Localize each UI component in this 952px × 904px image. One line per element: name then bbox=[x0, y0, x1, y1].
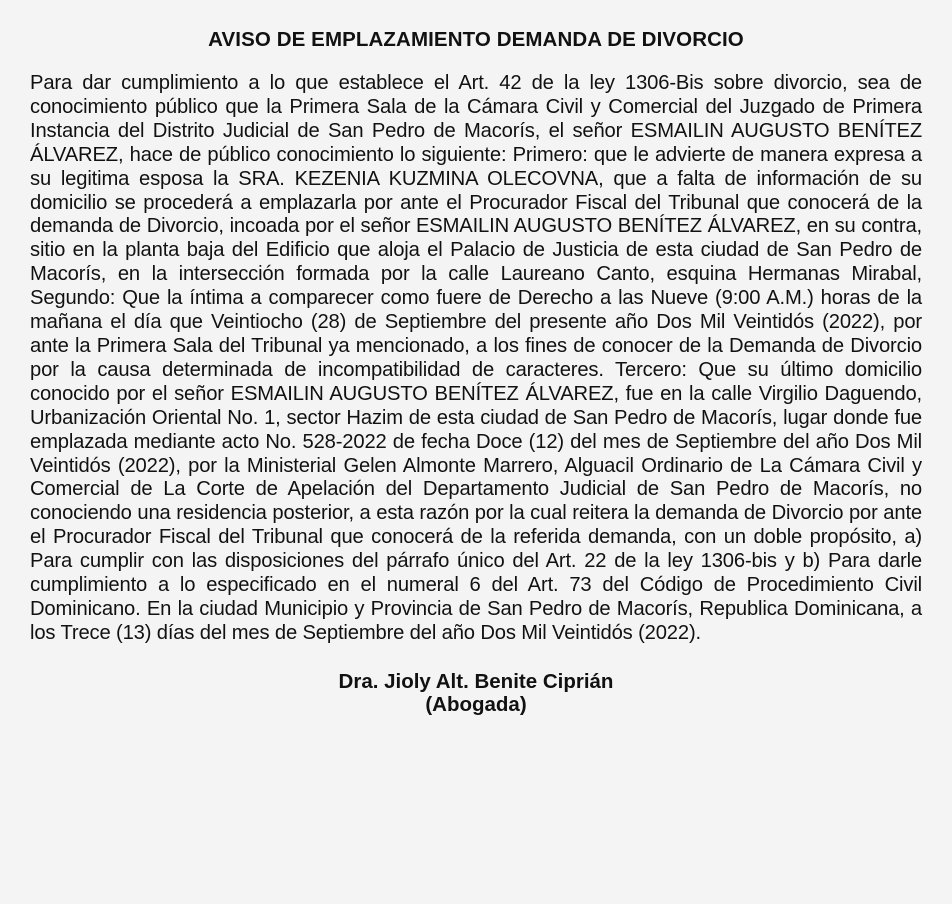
notice-body: Para dar cumplimiento a lo que establece el Art. 42 de la ley 1306-Bis sobre divorcio, sea de conocimiento público que la Primera Sala de la Cámara Civil y Comercial del Juzgado de Primera Instancia del Distrito Judicial de San Pedro de Macorís, el señor ESMAILIN AUGUSTO BENÍTEZ ÁLVAREZ, hace de público conocimiento lo siguiente: Primero: que le advierte de manera expresa a su legitima esposa la SRA. KEZENIA KUZMINA OLECOVNA, que a falta de información de su domicilio se procederá a emplazarla por ante el Procurador Fiscal del Tribunal que conocerá de la demanda de Divorcio, incoada por el señor ESMAILIN AUGUSTO BENÍTEZ ÁLVAREZ, en su contra, sitio en la planta baja del Edificio que aloja el Palacio de Justicia de esta ciudad de San Pedro de Macorís, en la intersección formada por la calle Laureano Canto, esquina Hermanas Mirabal, Segundo: Que la íntima a comparecer como fuere de Derecho a las Nueve (9:00 A.M.) horas de la mañana el día que Veintiocho (28) de Septiembre del presente año Dos Mil Veintidós (2022), por ante la Primera Sala del Tribunal ya mencionado, a los fines de conocer de la Demanda de Divorcio por la causa determinada de incompatibilidad de caracteres. Tercero: Que su último domicilio conocido por el señor ESMAILIN AUGUSTO BENÍTEZ ÁLVAREZ, fue en la calle Virgilio Daguendo, Urbanización Oriental No. 1, sector Hazim de esta ciudad de San Pedro de Macorís, lugar donde fue emplazada mediante acto No. 528-2022 de fecha Doce (12) del mes de Septiembre del año Dos Mil Veintidós (2022), por la Ministerial Gelen Almonte Marrero, Alguacil Ordinario de La Cámara Civil y Comercial de La Corte de Apelación del Departamento Judicial de San Pedro de Macorís, no conociendo una residencia posterior, a esta razón por la cual reitera la demanda de Divorcio por ante el Procurador Fiscal del Tribunal que conocerá de la referida demanda, con un doble propósito, a) Para cumplir con las disposiciones del párrafo único del Art. 22 de la ley 1306-bis y b) Para darle cumplimiento a lo especificado en el numeral 6 del Art. 73 del Código de Procedimiento Civil Dominicano. En la ciudad Municipio y Provincia de San Pedro de Macorís, Republica Dominicana, a los Trece (13) días del mes de Septiembre del año Dos Mil Veintidós (2022). bbox=[30, 72, 922, 644]
signature-name: Dra. Jioly Alt. Benite Ciprián bbox=[338, 669, 614, 693]
notice-title: AVISO DE EMPLAZAMIENTO DEMANDA DE DIVORCIO bbox=[208, 28, 744, 51]
signature-block bbox=[30, 670, 922, 716]
signature-role: (Abogada) bbox=[425, 692, 527, 716]
